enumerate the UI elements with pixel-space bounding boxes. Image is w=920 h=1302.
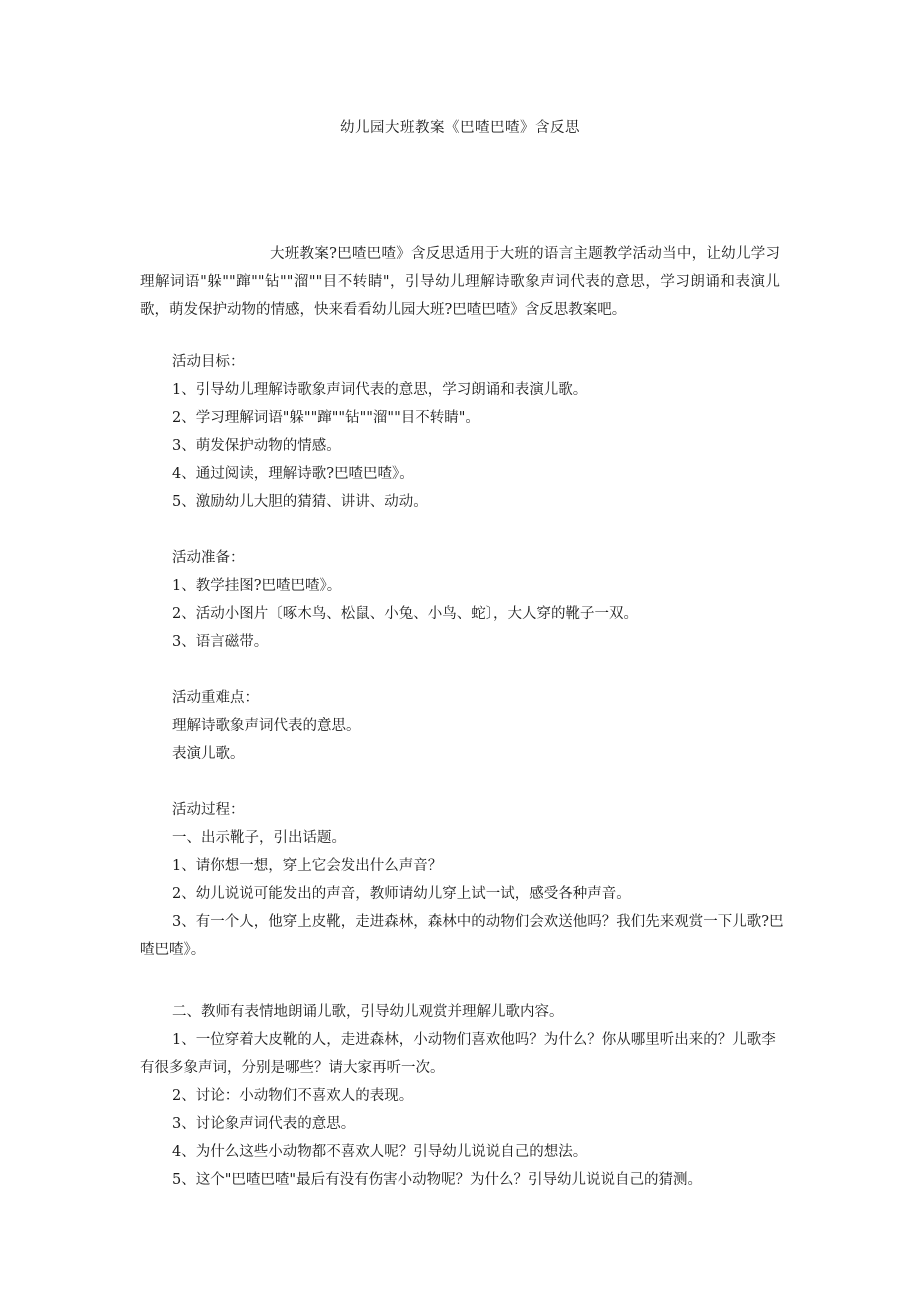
prep-item-2: 2、活动小图片〔啄木鸟、松鼠、小兔、小鸟、蛇〕，大人穿的靴子一双。 — [172, 606, 638, 622]
prep-item-3: 3、语言磁带。 — [172, 634, 269, 650]
process-part2-item-1: 1、一位穿着大皮靴的人，走进森林，小动物们喜欢他吗？为什么？你从哪里听出来的？儿歌李有很多象声词，分别是哪些？请大家再听一次。 — [140, 1032, 776, 1076]
prep-item-1: 1、教学挂图?巴喳巴喳》。 — [172, 578, 342, 594]
process-part1-item-2: 2、幼儿说说可能发出的声音，教师请幼儿穿上试一试，感受各种声音。 — [172, 886, 631, 902]
process-part2-item-3: 3、讨论象声词代表的意思。 — [172, 1116, 356, 1132]
focus-item-1: 理解诗歌象声词代表的意思。 — [172, 718, 361, 734]
goals-heading: 活动目标： — [172, 354, 245, 370]
spacer — [140, 516, 790, 544]
process-part1-item-1: 1、请你想一想，穿上它会发出什么声音？ — [172, 858, 443, 874]
spacer — [140, 656, 790, 684]
focus-item-2: 表演儿歌。 — [172, 746, 245, 762]
goal-item-2: 2、学习理解词语"躲""蹿""钻""溜""目不转睛"。 — [172, 410, 480, 426]
process-part2-item-4: 4、为什么这些小动物都不喜欢人呢？引导幼儿说说自己的想法。 — [172, 1144, 588, 1160]
process-part1-title: 一、出示靴子，引出话题。 — [172, 830, 346, 846]
goal-item-3: 3、萌发保护动物的情感。 — [172, 438, 341, 454]
process-part2-item-5: 5、这个"巴喳巴喳"最后有没有伤害小动物呢？为什么？引导幼儿说说自己的猜测。 — [172, 1172, 703, 1188]
goal-item-1: 1、引导幼儿理解诗歌象声词代表的意思，学习朗诵和表演儿歌。 — [172, 382, 588, 398]
focus-heading: 活动重难点： — [172, 690, 259, 706]
spacer — [140, 964, 790, 998]
document-title: 幼儿园大班教案《巴喳巴喳》含反思 — [340, 120, 580, 136]
goal-item-4: 4、通过阅读，理解诗歌?巴喳巴喳》。 — [172, 466, 414, 482]
spacer — [140, 768, 790, 796]
process-part1-item-3: 3、有一个人，他穿上皮靴，走进森林，森林中的动物们会欢送他吗？我们先来观赏一下儿歌?巴喳巴喳》。 — [140, 914, 784, 958]
process-heading: 活动过程： — [172, 802, 245, 818]
intro-paragraph: 大班教案?巴喳巴喳》含反思适用于大班的语言主题教学活动当中，让幼儿学习理解词语"躲""蹿""钻""溜""目不转睛"，引导幼儿理解诗歌象声词代表的意思，学习朗诵和表演儿歌，萌发保护动物的情感，快来看看幼儿园大班?巴喳巴喳》含反思教案吧。 — [140, 246, 780, 318]
process-part2-item-2: 2、讨论：小动物们不喜欢人的表现。 — [172, 1088, 414, 1104]
prep-heading: 活动准备： — [172, 550, 245, 566]
document-body — [140, 348, 790, 1194]
process-part2-title: 二、教师有表情地朗诵儿歌，引导幼儿观赏并理解儿歌内容。 — [172, 1004, 564, 1020]
goal-item-5: 5、激励幼儿大胆的猜猜、讲讲、动动。 — [172, 494, 428, 510]
